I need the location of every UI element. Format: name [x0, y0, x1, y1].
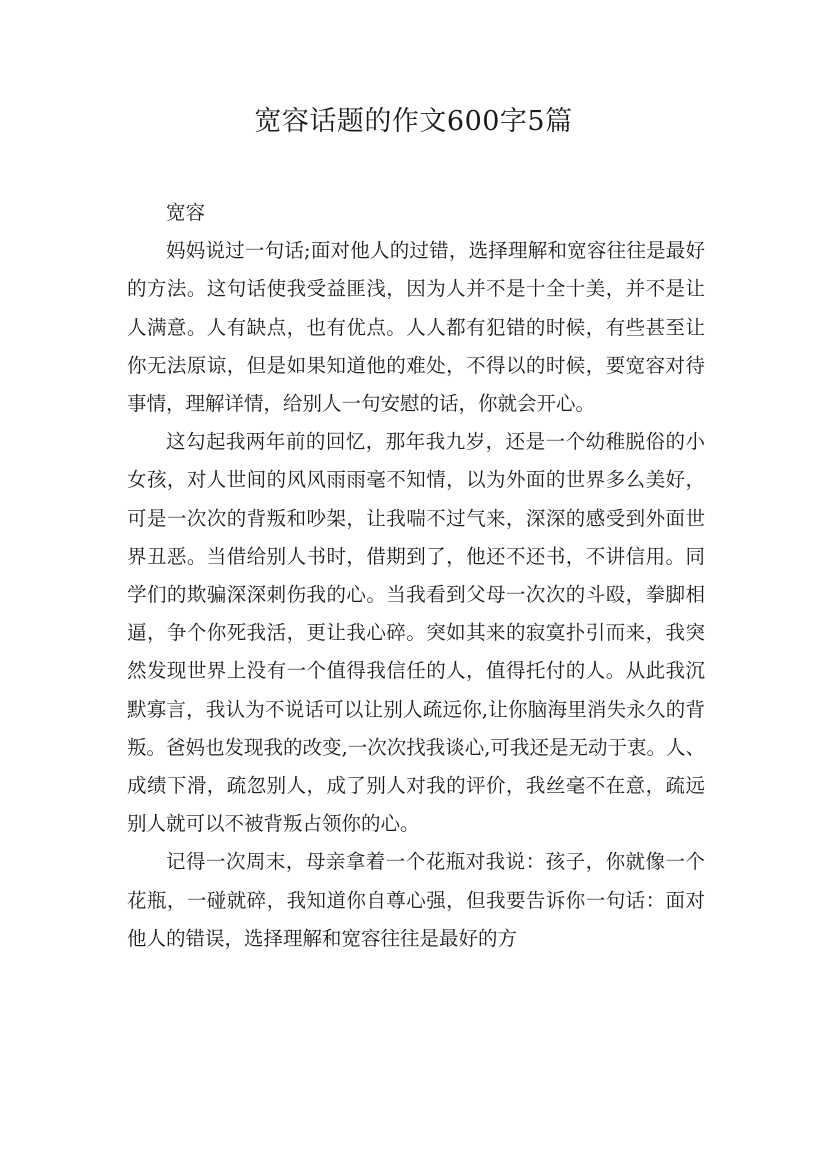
paragraph-2: 这勾起我两年前的回忆，那年我九岁，还是一个幼稚脱俗的小女孩，对人世间的风风雨雨毫不知情，以为外面的世界多么美好，可是一次次的背叛和吵架，让我喘不过气来，深深的感受到外面世界丑恶。当借给别人书时，借期到了，他还不还书，不讲信用。同学们的欺骗深深刺伤我的心。当我看到父母一次次的斗殴，拳脚相逼，争个你死我活，更让我心碎。突如其来的寂寞扑引而来，我突然发现世界上没有一个值得我信任的人，值得托付的人。从此我沉默寡言，我认为不说话可以让别人疏远你,让你脑海里消失永久的背叛。爸妈也发现我的改变,一次次找我谈心,可我还是无动于衷。人、成绩下滑，疏忽别人，成了别人对我的评价，我丝毫不在意，疏远别人就可以不被背叛占领你的心。: [127, 430, 705, 836]
document-title: 宽容话题的作文600字5篇: [254, 106, 573, 137]
section-heading: 宽容: [166, 201, 206, 224]
paragraph-3: 记得一次周末，母亲拿着一个花瓶对我说：孩子，你就像一个花瓶，一碰就碎，我知道你自尊心强，但我要告诉你一句话：面对他人的错误，选择理解和宽容往往是最好的方: [127, 850, 705, 950]
paragraph-1: 妈妈说过一句话;面对他人的过错，选择理解和宽容往往是最好的方法。这句话使我受益匪浅，因为人并不是十全十美，并不是让人满意。人有缺点，也有优点。人人都有犯错的时候，有些甚至让你无法原谅，但是如果知道他的难处，不得以的时候，要宽容对待事情，理解详情，给别人一句安慰的话，你就会开心。: [127, 239, 705, 416]
document-body: [127, 194, 705, 958]
